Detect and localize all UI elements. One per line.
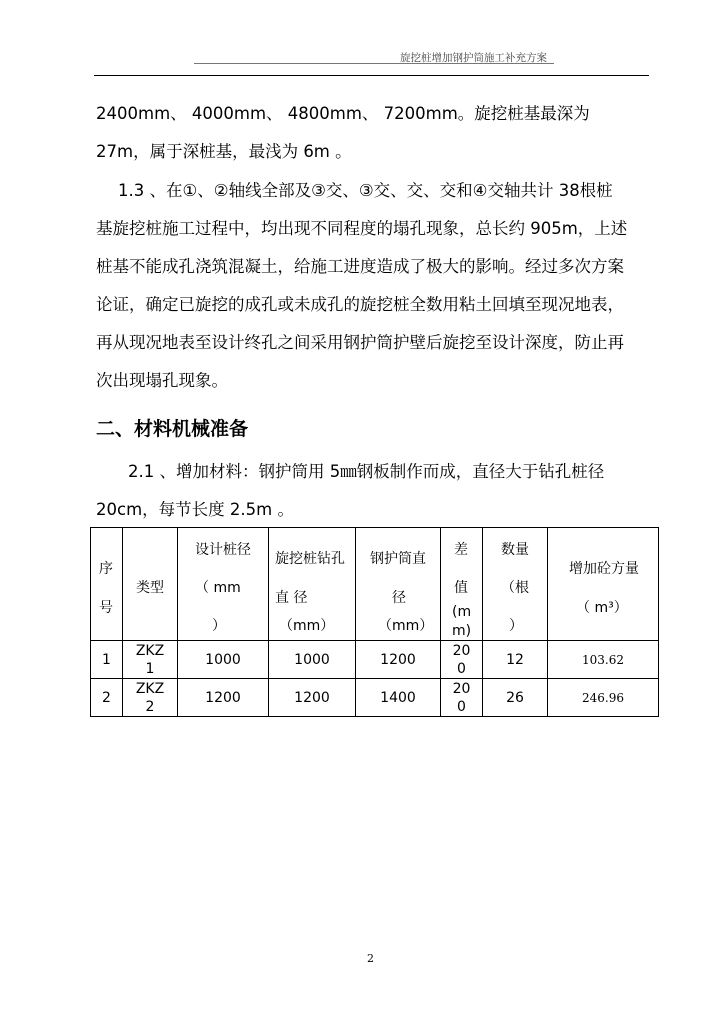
header-type: 类型 <box>123 528 178 641</box>
para2-line3: 桩基不能成孔浇筑混凝土，给施工进度造成了极大的影响。经过多次方案 <box>96 257 624 276</box>
para1-line1: 2400mm、 4000mm、 4800mm、 7200mm。旋挖桩基最深为 <box>96 104 590 123</box>
cell-casing-diameter: 1400 <box>356 679 441 717</box>
cell-quantity: 26 <box>483 679 548 717</box>
header-difference: 差 值 (m m) <box>441 528 483 641</box>
para3-line1: 2.1 、增加材料：钢护筒用 5㎜钢板制作而成，直径大于钻孔桩径 <box>128 462 605 481</box>
para2-line1: 1.3 、在①、②轴线全部及③交、③交、交、交和④交轴共计 38根桩 <box>118 181 613 200</box>
para2-line4: 论证，确定已旋挖的成孔或未成孔的旋挖桩全数用粘土回填至现况地表， <box>96 295 624 314</box>
header-drill-diameter: 旋挖桩钻孔 直 径 （mm） <box>269 528 356 641</box>
header-rule <box>94 75 649 76</box>
section-heading: 二、材料机械准备 <box>96 418 249 440</box>
cell-seq: 2 <box>91 679 123 717</box>
cell-type: ZKZ 1 <box>123 641 178 679</box>
para3-line2: 20cm，每节长度 2.5m 。 <box>96 500 294 519</box>
table-row <box>91 679 659 717</box>
header-title: 旋挖桩增加钢护筒施工补充方案 <box>400 52 547 64</box>
header-seq: 序 号 <box>91 528 123 641</box>
cell-drill-diameter: 1200 <box>269 679 356 717</box>
para2-line6: 次出现塌孔现象。 <box>96 371 228 390</box>
cell-design-diameter: 1200 <box>178 679 269 717</box>
cell-type: ZKZ 2 <box>123 679 178 717</box>
cell-concrete: 103.62 <box>548 641 659 679</box>
cell-difference: 20 0 <box>441 641 483 679</box>
para1-line2: 27m，属于深桩基，最浅为 6m 。 <box>96 142 352 161</box>
table-header-row <box>91 528 659 641</box>
header-concrete: 增加砼方量 （ m³） <box>548 528 659 641</box>
cell-quantity: 12 <box>483 641 548 679</box>
header-quantity: 数量 （根 ） <box>483 528 548 641</box>
table-row <box>91 641 659 679</box>
cell-casing-diameter: 1200 <box>356 641 441 679</box>
cell-concrete: 246.96 <box>548 679 659 717</box>
para2-line5: 再从现况地表至设计终孔之间采用钢护筒护壁后旋挖至设计深度，防止再 <box>96 333 624 352</box>
para2-line2: 基旋挖桩施工过程中，均出现不同程度的塌孔现象，总长约 905m，上述 <box>96 219 628 238</box>
cell-seq: 1 <box>91 641 123 679</box>
header-rule-thin <box>194 63 554 64</box>
cell-drill-diameter: 1000 <box>269 641 356 679</box>
materials-table <box>90 527 659 717</box>
header-casing-diameter: 钢护筒直 径 （mm） <box>356 528 441 641</box>
cell-difference: 20 0 <box>441 679 483 717</box>
cell-design-diameter: 1000 <box>178 641 269 679</box>
page-number: 2 <box>367 952 374 965</box>
header-design-diameter: 设计桩径 （ mm ） <box>178 528 269 641</box>
